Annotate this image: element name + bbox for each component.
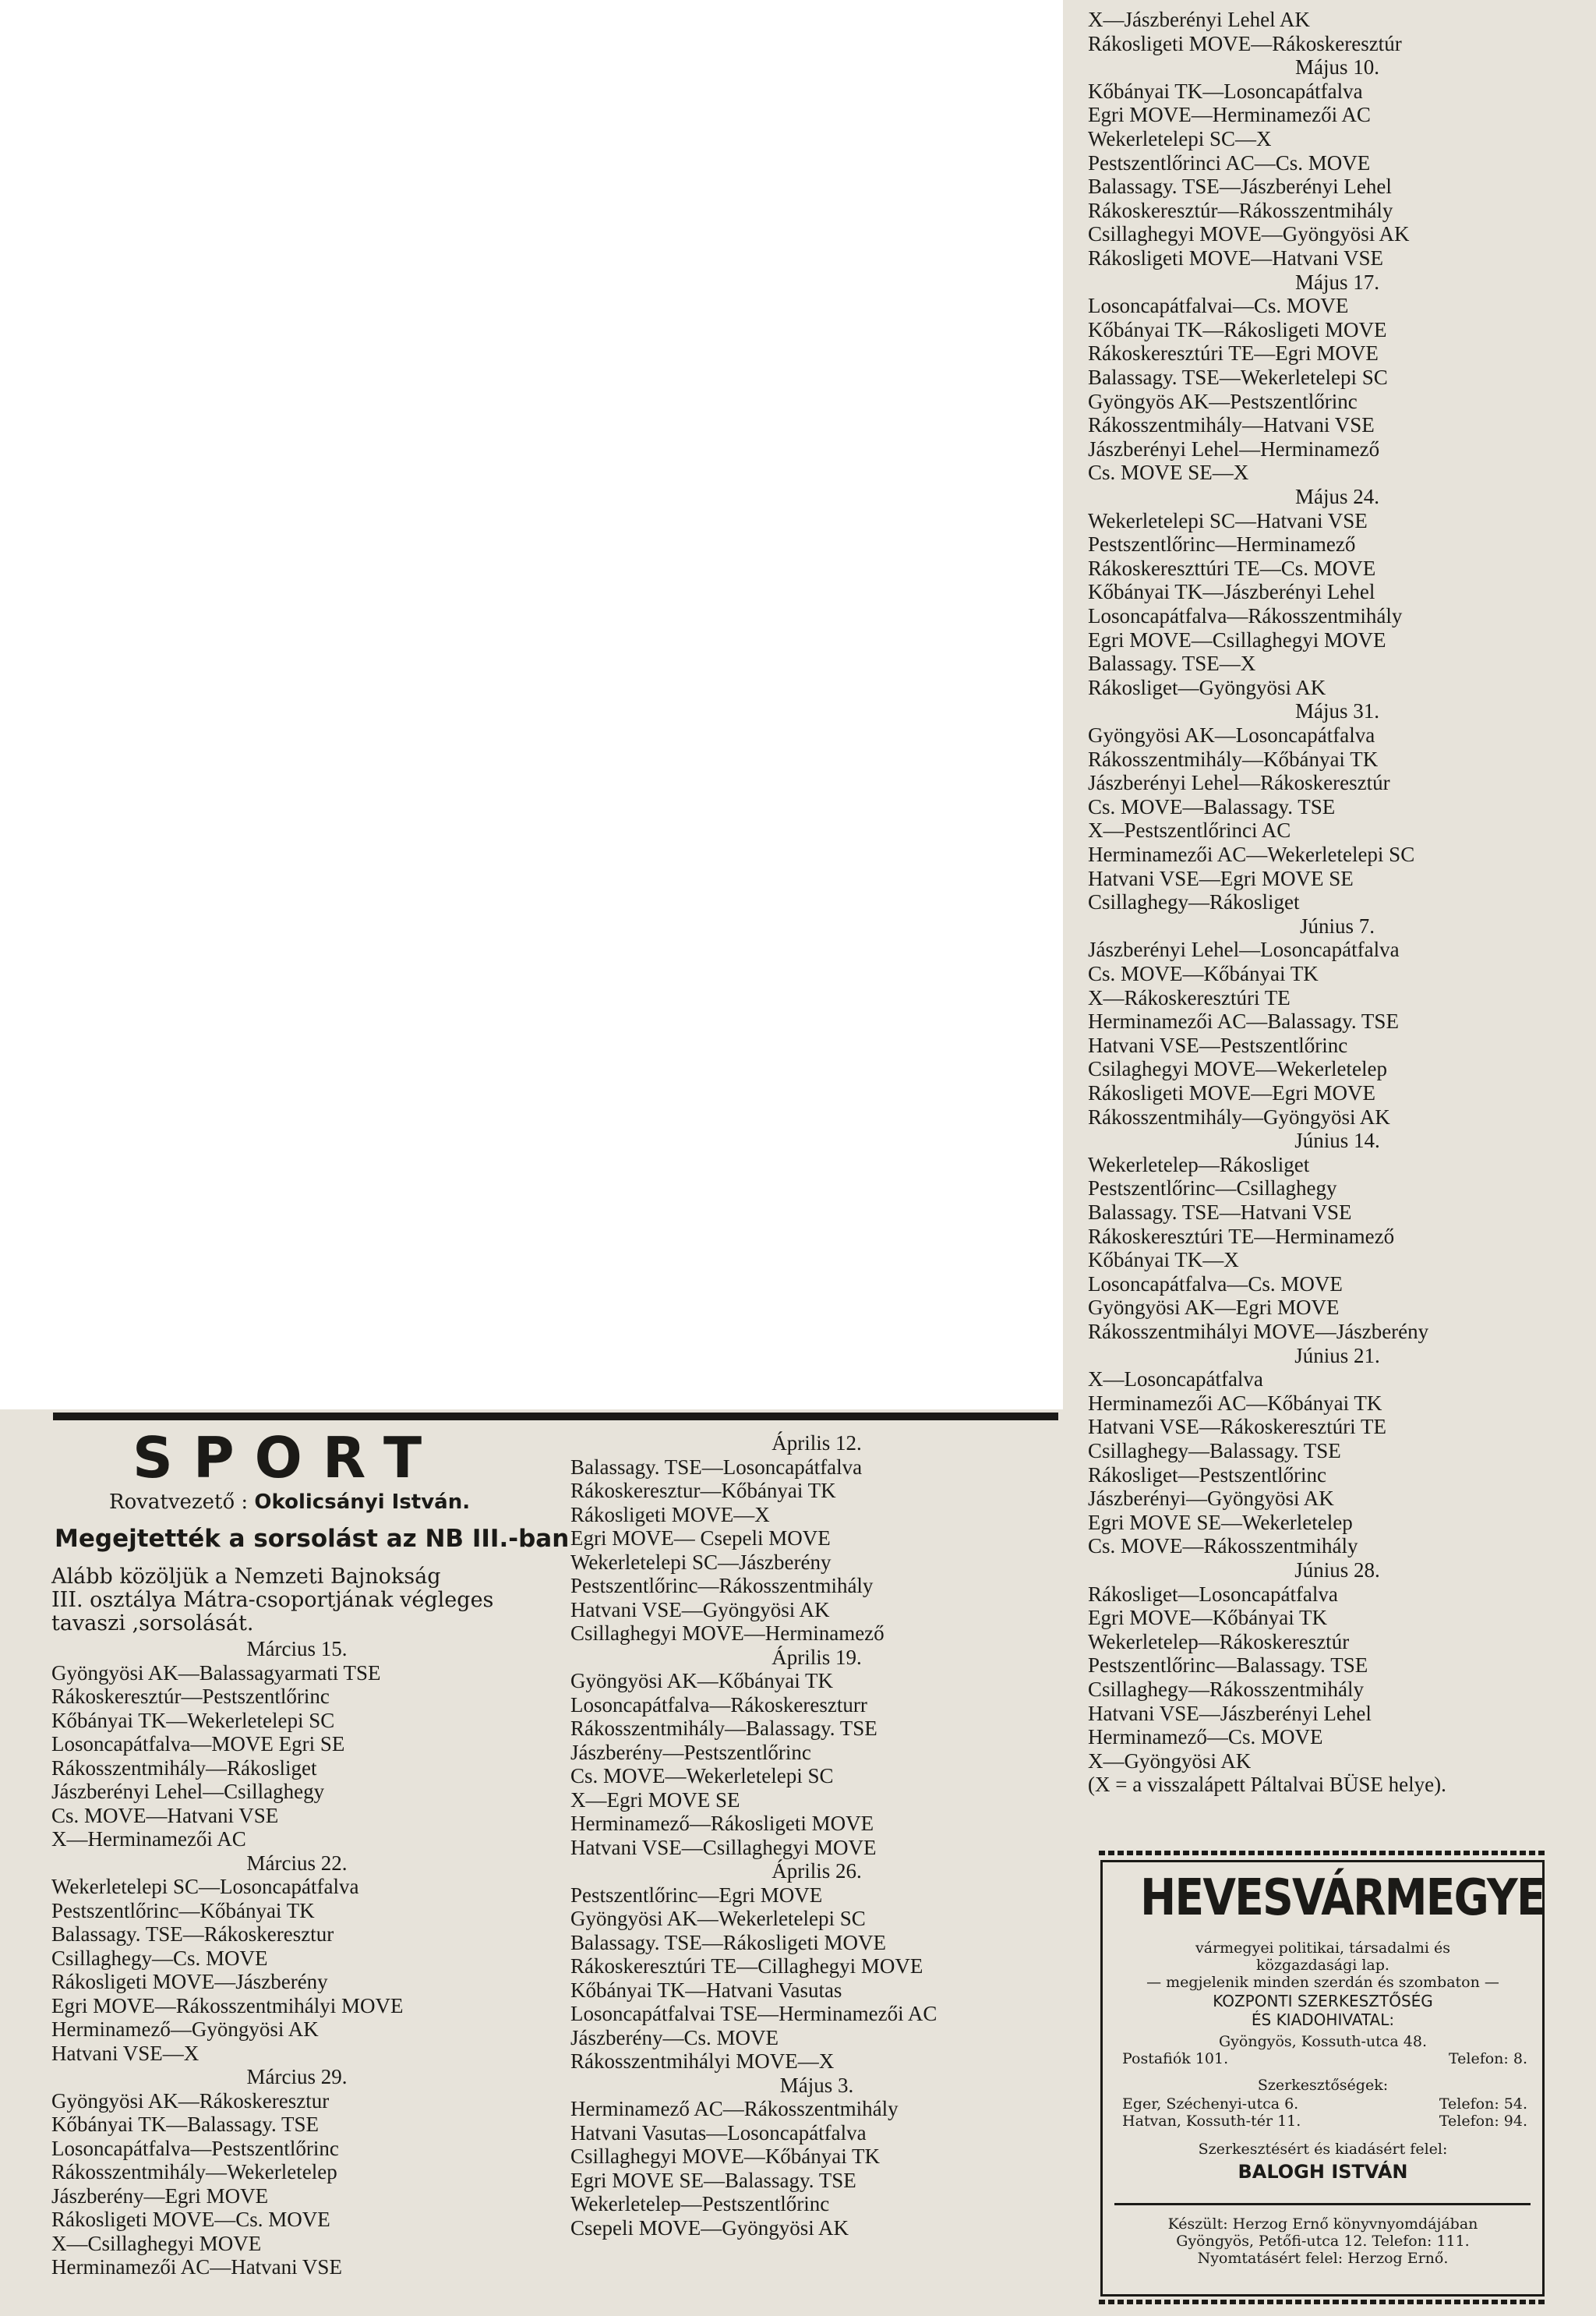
- masthead-line: ÉS KIADOHIVATAL:: [1251, 2010, 1395, 2029]
- fixture-match: Rákoskeresztúri TE—Cillaghegyi MOVE: [570, 1954, 923, 1978]
- fixture-match: Rákoskeresztúri TE—Egri MOVE: [1088, 341, 1379, 366]
- fixture-match: Jászberényi—Gyöngyösi AK: [1088, 1487, 1334, 1511]
- fixture-date: Május 3.: [779, 2073, 854, 2097]
- fixture-match: X—Egri MOVE SE: [570, 1787, 740, 1812]
- masthead-printer-line: Gyöngyös, Petőfi-utca 12. Telefon: 111.: [1176, 2233, 1470, 2250]
- fixture-match: Hatvani VSE—Rákoskeresztúri TE: [1088, 1415, 1386, 1439]
- sport-section-rule: [53, 1413, 1058, 1420]
- fixture-match: Rákosszentmihály—Rákosliget: [51, 1756, 317, 1780]
- fixture-match: Rákosszentmihály—Balassagy. TSE: [570, 1717, 877, 1740]
- fixture-match: Pestszentlőrinc—Herminamező: [1088, 532, 1356, 557]
- sport-editor-line: [109, 1490, 499, 1514]
- fixture-match: Hatvani VSE—Egri MOVE SE: [1088, 866, 1354, 890]
- fixture-match: Herminamező—Rákosligeti MOVE: [570, 1812, 874, 1835]
- fixture-match: Cs. MOVE SE—X: [1088, 461, 1249, 485]
- masthead-offices-label: Szerkesztőségek:: [1257, 2077, 1389, 2094]
- masthead-line: — megjelenik minden szerdán és szombaton —: [1146, 1974, 1499, 1991]
- fixture-match: Rákosligeti MOVE—Cs. MOVE: [51, 2208, 330, 2231]
- fixture-match: Egri MOVE— Csepeli MOVE: [570, 1526, 831, 1550]
- fixture-match: Herminamezői AC—Balassagy. TSE: [1088, 1009, 1399, 1034]
- fixture-match: Csillaghegyi MOVE—Herminamező: [570, 1621, 885, 1645]
- fixture-date: Május 31.: [1295, 699, 1379, 723]
- fixture-match: Pestszentlőrinc—Balassagy. TSE: [1088, 1653, 1368, 1678]
- office-phone: Telefon: 94.: [1439, 2113, 1527, 2130]
- fixture-match: X—Csillaghegyi MOVE: [51, 2231, 262, 2255]
- fixture-match: Rákosligeti MOVE—Jászberény: [51, 1970, 328, 1993]
- fixture-match: Csillaghegy—Balassagy. TSE: [1088, 1439, 1341, 1462]
- fixture-match: Herminamezői AC—Wekerletelepi SC: [1088, 843, 1415, 866]
- fixture-match: Wekerletelep—Pestszentlőrinc: [570, 2192, 830, 2215]
- fixture-match: Kőbányai TK—Jászberényi Lehel: [1088, 580, 1375, 604]
- fixture-match: Herminamező AC—Rákosszentmihály: [570, 2097, 899, 2120]
- fixture-match: Gyöngyös AK—Pestszentlőrinc: [1088, 389, 1358, 413]
- office-address: Hatvan, Kossuth-tér 11.: [1122, 2113, 1301, 2130]
- fixture-match: X—Losoncapátfalva: [1088, 1367, 1263, 1391]
- office-address: Eger, Széchenyi-utca 6.: [1122, 2095, 1299, 2113]
- fixture-match: Rákosliget—Losoncapátfalva: [1088, 1582, 1338, 1606]
- fixture-match: Gyöngyösi AK—Losoncapátfalva: [1088, 723, 1375, 747]
- fixture-match: Herminamezői AC—Hatvani VSE: [51, 2255, 342, 2279]
- fixture-match: Csillaghegy—Rákosszentmihály: [1088, 1678, 1364, 1701]
- fixture-match: Kőbányai TK—Wekerletelepi SC: [51, 1708, 335, 1732]
- fixture-date: Április 26.: [772, 1859, 862, 1883]
- fixture-date: Május 24.: [1295, 485, 1379, 508]
- fixture-match: Gyöngyösi AK—Egri MOVE: [1088, 1296, 1340, 1320]
- fixture-date: Március 29.: [246, 2065, 348, 2088]
- fixture-match: Rákosszentmihály—Wekerletelep: [51, 2160, 337, 2183]
- intro-line: tavaszi ,sorsolását.: [51, 1611, 254, 1635]
- fixture-match: Rákosszentmihály—Kőbányai TK: [1088, 747, 1379, 771]
- fixture-match: Csepeli MOVE—Gyöngyösi AK: [570, 2215, 849, 2240]
- fixture-match: Herminamező—Gyöngyösi AK: [51, 2017, 319, 2041]
- postbox: Postafiók 101.: [1122, 2050, 1229, 2067]
- fixture-match: Kőbányai TK—X: [1088, 1248, 1239, 1272]
- fixture-match: Jászberényi Lehel—Rákoskeresztúr: [1088, 771, 1390, 795]
- fixture-match: Cs. MOVE—Kőbányai TK: [1088, 962, 1319, 985]
- office-phone: Telefon: 54.: [1439, 2095, 1527, 2113]
- fixture-date: Június 7.: [1299, 914, 1375, 938]
- fixture-match: Pestszentlőrinc—Kőbányai TK: [51, 1898, 315, 1922]
- fixture-match: X—Herminamezői AC: [51, 1827, 246, 1851]
- fixture-match: Balassagy. TSE—Losoncapátfalva: [570, 1455, 863, 1479]
- fixture-date: Június 28.: [1294, 1558, 1380, 1582]
- fixture-match: Rákoskeresztúri TE—Herminamező: [1088, 1224, 1395, 1248]
- editor-label: Rovatvezető :: [109, 1490, 249, 1514]
- fixture-match: Losoncapátfalva—Rákosszentmihály: [1088, 604, 1403, 628]
- fixture-match: Csilaghegyi MOVE—Wekerletelep: [1088, 1057, 1387, 1081]
- fixture-match: Kőbányai TK—Losoncapátfalva: [1088, 79, 1363, 103]
- sport-headline: Megejtették a sorsolást az NB III.-ban: [55, 1525, 570, 1553]
- masthead-printer-line: Nyomtatásért felel: Herzog Ernő.: [1197, 2250, 1449, 2267]
- fixture-match: Losoncapátfalvai—Cs. MOVE: [1088, 294, 1349, 318]
- fixture-match: Kőbányai TK—Balassagy. TSE: [51, 2113, 319, 2136]
- fixture-match: Jászberény—Cs. MOVE: [570, 2025, 779, 2049]
- sport-section-title: SPORT: [132, 1425, 443, 1490]
- fixture-match: Rákosliget—Gyöngyösi AK: [1088, 675, 1326, 699]
- fixture-match: Rákosszentmihályi MOVE—X: [570, 2049, 835, 2073]
- fixture-match: Egri MOVE SE—Wekerletelep: [1088, 1510, 1353, 1534]
- fixture-match: Egri MOVE—Kőbányai TK: [1088, 1606, 1327, 1630]
- fixture-match: Balassagy. TSE—Jászberényi Lehel: [1088, 175, 1392, 199]
- masthead-line: KOZPONTI SZERKESZTŐSÉG: [1213, 1992, 1433, 2010]
- fixture-match: Rákosszentmihályi MOVE—Jászberény: [1088, 1320, 1429, 1343]
- fixture-match: Rákoskeresztúr—Pestszentlőrinc: [51, 1685, 330, 1708]
- fixture-match: Rákosligeti MOVE—Hatvani VSE: [1088, 246, 1383, 270]
- editor-name: Okolicsányi István.: [254, 1490, 471, 1514]
- fixture-match: Hatvani Vasutas—Losoncapátfalva: [570, 2120, 867, 2145]
- masthead-bottom-rule: [1099, 2300, 1546, 2304]
- fixture-match: Losoncapátfalva—MOVE Egri SE: [51, 1732, 345, 1756]
- intro-line: Alább közöljük a Nemzeti Bajnokság: [51, 1565, 441, 1589]
- fixture-match: Cs. MOVE—Wekerletelepi SC: [570, 1764, 834, 1787]
- masthead-divider: [1114, 2203, 1531, 2205]
- masthead-line: Gyöngyös, Kossuth-utca 48.: [1218, 2033, 1427, 2050]
- fixture-match: Csillaghegyi MOVE—Kőbányai TK: [570, 2145, 880, 2168]
- fixture-match: Cs. MOVE—Balassagy. TSE: [1088, 794, 1336, 819]
- fixture-date: Április 19.: [772, 1645, 862, 1669]
- fixture-match: Pestszentlőrinc—Egri MOVE: [570, 1883, 823, 1907]
- fixture-match: Wekerletelepi SC—Hatvani VSE: [1088, 508, 1368, 532]
- fixture-match: Rákoskeresztúr—Rákosszentmihály: [1088, 198, 1393, 222]
- fixture-match: Pestszentlőrinc—Rákosszentmihály: [570, 1574, 874, 1597]
- masthead-top-rule: [1099, 1851, 1546, 1855]
- fixture-match: Hatvani VSE—Jászberényi Lehel: [1088, 1701, 1372, 1725]
- fixture-match: Cs. MOVE—Rákosszentmihály: [1088, 1534, 1358, 1558]
- fixture-match: Losoncapátfalva—Cs. MOVE: [1088, 1271, 1343, 1296]
- fixture-match: Egri MOVE—Rákosszentmihályi MOVE: [51, 1993, 404, 2017]
- fixture-match: Hatvani VSE—Csillaghegyi MOVE: [570, 1835, 877, 1859]
- fixture-match: Rákoskereszttúri TE—Cs. MOVE: [1088, 556, 1376, 580]
- fixture-match: Gyöngyösi AK—Wekerletelepi SC: [570, 1907, 866, 1930]
- fixture-match: Rákosligeti MOVE—Egri MOVE: [1088, 1081, 1375, 1105]
- fixture-match: Balassagy. TSE—Rákosligeti MOVE: [570, 1930, 886, 1954]
- fixture-match: Gyöngyösi AK—Kőbányai TK: [570, 1669, 833, 1692]
- fixture-match: X—Pestszentlőrinci AC: [1088, 819, 1291, 843]
- fixture-match: Jászberényi Lehel—Losoncapátfalva: [1088, 938, 1400, 962]
- fixture-match: Rákosligeti MOVE—Rákoskeresztúr: [1088, 31, 1402, 55]
- fixture-match: X—Gyöngyösi AK: [1088, 1748, 1252, 1773]
- fixture-match: X—Jászberényi Lehel AK: [1088, 8, 1310, 31]
- fixture-match: Rákosliget—Pestszentlőrinc: [1088, 1462, 1326, 1487]
- fixture-match: Egri MOVE—Csillaghegyi MOVE: [1088, 628, 1386, 652]
- fixture-match: Csillaghegy—Rákosliget: [1088, 890, 1300, 914]
- fixture-date: Június 14.: [1294, 1129, 1380, 1153]
- fixture-match: Gyöngyösi AK—Balassagyarmati TSE: [51, 1660, 381, 1685]
- fixture-match: Wekerletelepi SC—Losoncapátfalva: [51, 1875, 359, 1898]
- fixture-match: Losoncapátfalva—Pestszentlőrinc: [51, 2136, 339, 2160]
- fixture-match: Wekerletelepi SC—X: [1088, 127, 1272, 150]
- fixture-match: Jászberényi Lehel—Herminamező: [1088, 437, 1380, 461]
- fixture-date: Május 17.: [1295, 270, 1379, 294]
- fixture-date: Május 10.: [1295, 55, 1379, 80]
- fixture-match: Pestszentlőrinc—Csillaghegy: [1088, 1176, 1337, 1200]
- fixture-match: Cs. MOVE—Hatvani VSE: [51, 1803, 279, 1827]
- fixture-date: Április 12.: [772, 1431, 862, 1455]
- fixture-match: Rákosszentmihály—Gyöngyösi AK: [1088, 1105, 1390, 1129]
- fixture-match: Pestszentlőrinci AC—Cs. MOVE: [1088, 150, 1371, 175]
- masthead-line: vármegyei politikai, társadalmi és: [1195, 1939, 1450, 1957]
- postbox-phone: Telefon: 8.: [1448, 2050, 1527, 2067]
- fixture-date: Március 22.: [246, 1851, 348, 1875]
- fixture-match: Balassagy. TSE—Rákoskeresztur: [51, 1922, 334, 1946]
- fixture-match: Gyöngyösi AK—Rákoskeresztur: [51, 2088, 330, 2113]
- fixture-date: Március 15.: [246, 1637, 348, 1660]
- masthead-title: HEVESVÁRMEGYE: [1140, 1869, 1545, 1927]
- fixture-match: Kőbányai TK—Rákosligeti MOVE: [1088, 317, 1387, 341]
- fixture-match: Balassagy. TSE—X: [1088, 652, 1256, 676]
- fixture-match: Jászberény—Pestszentlőrinc: [570, 1740, 811, 1764]
- fixture-match: Egri MOVE—Herminamezői AC: [1088, 103, 1371, 127]
- fixture-match: Balassagy. TSE—Hatvani VSE: [1088, 1200, 1352, 1224]
- fixture-match: Herminamező—Cs. MOVE: [1088, 1725, 1323, 1749]
- fixture-match: Wekerletelepi SC—Jászberény: [570, 1550, 832, 1574]
- fixture-match: X—Rákoskeresztúri TE: [1088, 985, 1291, 1009]
- fixture-match: Kőbányai TK—Hatvani Vasutas: [570, 1978, 842, 2002]
- fixture-match: Rákosligeti MOVE—X: [570, 1502, 770, 1526]
- fixture-match: Losoncapátfalvai TSE—Herminamezői AC: [570, 2002, 937, 2025]
- fixture-match: Rákoskeresztur—Kőbányai TK: [570, 1479, 836, 1502]
- fixture-match: Balassagy. TSE—Wekerletelepi SC: [1088, 366, 1388, 389]
- fixture-match: Hatvani VSE—Pestszentlőrinc: [1088, 1033, 1348, 1057]
- fixture-match: Jászberényi Lehel—Csillaghegy: [51, 1780, 325, 1803]
- fixture-match: Jászberény—Egri MOVE: [51, 2183, 269, 2208]
- fixture-match: Losoncapátfalva—Rákoskereszturr: [570, 1692, 867, 1717]
- masthead-printer-line: Készült: Herzog Ernő könyvnyomdájában: [1167, 2215, 1478, 2233]
- fixture-match: (X = a visszalápett Páltalvai BÜSE helye).: [1088, 1773, 1446, 1797]
- fixture-match: Hatvani VSE—X: [51, 2041, 200, 2065]
- intro-line: III. osztálya Mátra-csoportjának végleges: [51, 1588, 494, 1612]
- fixture-match: Hatvani VSE—Gyöngyösi AK: [570, 1597, 830, 1621]
- masthead-publisher: BALOGH ISTVÁN: [1238, 2161, 1408, 2183]
- fixture-date: Június 21.: [1294, 1343, 1380, 1367]
- fixture-match: Herminamezői AC—Kőbányai TK: [1088, 1391, 1382, 1415]
- fixture-match: Wekerletelep—Rákoskeresztúr: [1088, 1629, 1350, 1653]
- masthead-responsible: Szerkesztésért és kiadásért felel:: [1198, 2141, 1448, 2158]
- fixture-match: Rákosszentmihály—Hatvani VSE: [1088, 413, 1375, 437]
- fixture-match: Csillaghegyi MOVE—Gyöngyösi AK: [1088, 222, 1410, 246]
- masthead-line: közgazdasági lap.: [1256, 1957, 1389, 1974]
- fixture-match: Egri MOVE SE—Balassagy. TSE: [570, 2168, 856, 2192]
- fixture-match: Csillaghegy—Cs. MOVE: [51, 1946, 268, 1970]
- fixture-match: Wekerletelep—Rákosliget: [1088, 1152, 1310, 1176]
